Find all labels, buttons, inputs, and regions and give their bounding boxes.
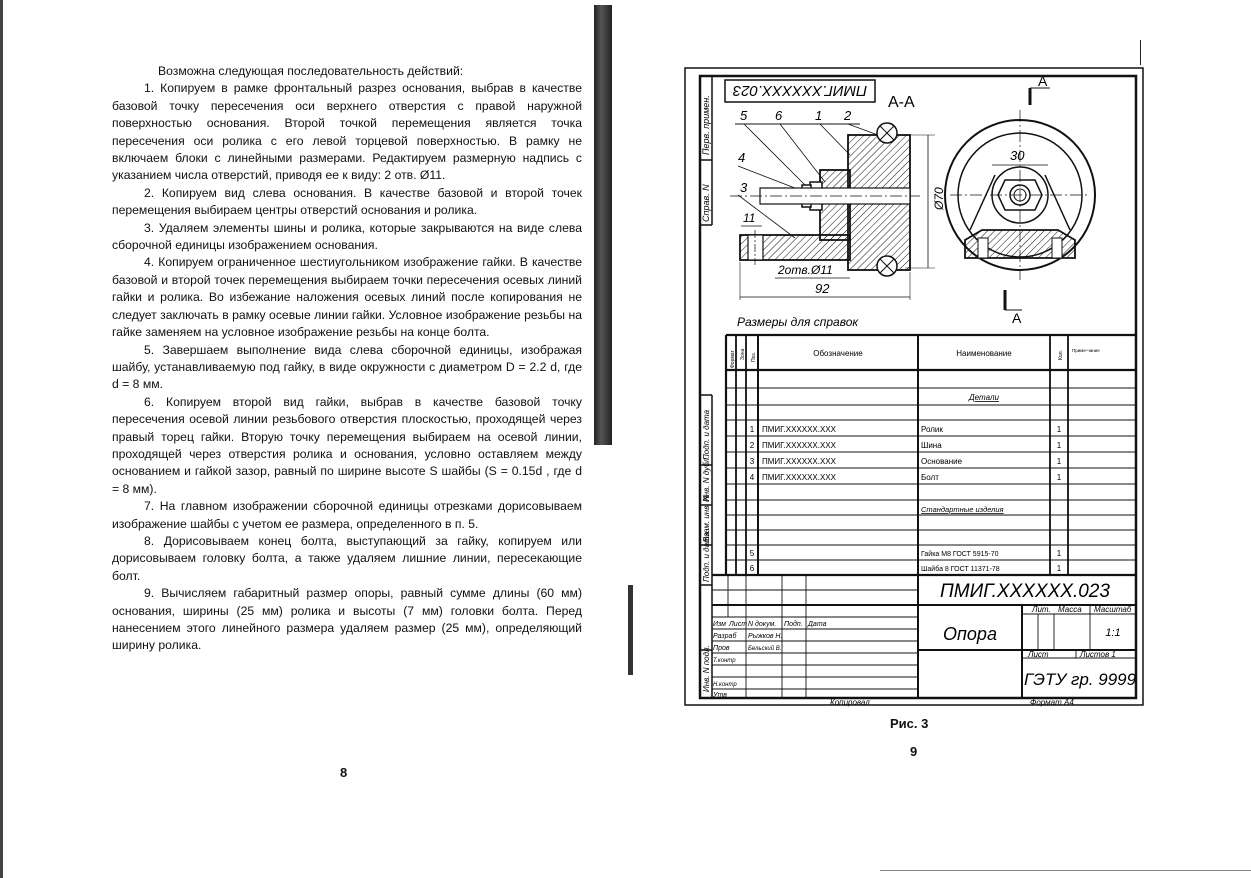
view-label-bottom: А bbox=[1012, 310, 1022, 326]
title-hdr-doc: N докум. bbox=[748, 621, 777, 628]
role-ncontrol: Н.контр bbox=[713, 682, 737, 688]
paragraph-7: 7. На главном изображении сборочной единицы отрезками дорисовываем изображение шайбы с учетом ее размера, определенного в п. 5. bbox=[112, 499, 582, 531]
view-label-top: А bbox=[1038, 73, 1048, 89]
callout-4: 4 bbox=[738, 150, 746, 165]
paragraph-6: 6. Копируем второй вид гайки, выбрав в качестве базовой точку пересечения осевой линии резьбового отверстия плоскостью, проходящей через правый торец гайки. Вторую точку перемещения выбираем на осевой линии, проходящей через отверстия ролика и основания, условно оставляем между основанием и гайкой зазор, равный по ширине высоте S шайбы (S = 0.15d , где d = 8 мм). bbox=[112, 394, 582, 496]
label-mass: Масса bbox=[1058, 605, 1082, 614]
side-label-first-use: Перв. примен. bbox=[701, 95, 711, 155]
row-3-designation: ПМИГ.XXXXXX.XXX bbox=[762, 457, 836, 466]
callout-6: 6 bbox=[775, 108, 783, 123]
reference-note: Размеры для справок bbox=[737, 315, 859, 329]
role-check: Пров bbox=[713, 645, 730, 652]
label-sheet: Лист bbox=[1028, 650, 1049, 659]
page-number-right: 9 bbox=[910, 744, 918, 759]
row-1-name: Ролик bbox=[921, 425, 943, 434]
std-row-1-name: Гайка M8 ГОСТ 5915-70 bbox=[921, 551, 999, 558]
row-4-qty: 1 bbox=[1056, 473, 1062, 482]
title-hdr-izm: Изм bbox=[713, 621, 726, 628]
dim-70: Ø70 bbox=[932, 187, 946, 210]
technical-drawing bbox=[610, 0, 1251, 720]
dim-holes: 2отв.Ø11 bbox=[778, 263, 833, 277]
paragraph-2: 2. Копируем вид слева основания. В качестве базовой и второй точек перемещения выбираем центры отверстий основания и ролика. bbox=[112, 185, 582, 218]
row-2-pos: 2 bbox=[749, 441, 755, 450]
body-text bbox=[112, 63, 582, 655]
row-2-name: Шина bbox=[921, 441, 942, 450]
paragraph-4: 4. Копируем ограниченное шестиугольником изображение гайки. В качестве базовой и второй точек перемещения выбираем точки пересечения осевых линий гайки и ролика. Во избежание наложения осевых линий после копирования не следует заключать в рамку осевые линии гайки. Условное изображение резьбы на гайке заменяем на условное изображение резьбы на конце болта. bbox=[112, 255, 582, 340]
dim-92: 92 bbox=[815, 281, 830, 296]
callout-5: 5 bbox=[740, 108, 748, 123]
copied-label: Копировал bbox=[830, 698, 870, 707]
section-standard: Стандартные изделия bbox=[921, 505, 1004, 514]
label-scale: Масштаб bbox=[1094, 605, 1132, 614]
row-1-pos: 1 bbox=[749, 425, 755, 434]
role-dev: Разраб bbox=[713, 633, 737, 640]
title-code: ПМИГ.XXXXXX.023 bbox=[940, 581, 1110, 602]
role-tcontrol: Т.контр bbox=[713, 658, 736, 664]
dim-30: 30 bbox=[1010, 148, 1025, 163]
org-label: ГЭТУ гр. 9999 bbox=[1023, 670, 1137, 689]
side-label-dup: Инв. N дубл. bbox=[702, 455, 711, 502]
paragraph-9: 9. Вычисляем габаритный размер опоры, равный сумме длины (60 мм) основания, ширины (25 мм) ролика и высоты (7 мм) головки болта. Перед нанесением этого линейного размера удаляем размер (25 мм), определяющий ширину ролика. bbox=[112, 586, 582, 653]
heading: Возможна следующая последовательность действий: bbox=[158, 64, 464, 78]
hdr-name: Наименование bbox=[956, 349, 1012, 358]
hdr-pos: Поз. bbox=[751, 352, 757, 362]
callout-1: 1 bbox=[815, 108, 823, 123]
std-row-2-name: Шайба 8 ГОСТ 11371-78 bbox=[921, 566, 1000, 573]
side-label-inv: Взам. инв. N bbox=[702, 495, 711, 542]
person-dev: Рыжков Н. bbox=[748, 633, 783, 640]
left-page bbox=[0, 0, 600, 878]
stamp-top: ПМИГ.XXXXXX.023 bbox=[732, 82, 868, 99]
row-1-qty: 1 bbox=[1056, 425, 1062, 434]
row-2-qty: 1 bbox=[1056, 441, 1062, 450]
person-check: Бельский В. bbox=[748, 646, 782, 652]
row-4-name: Болт bbox=[921, 473, 939, 482]
right-page bbox=[610, 0, 1251, 878]
std-row-2-qty: 1 bbox=[1056, 564, 1062, 573]
role-approve: Утв bbox=[713, 692, 727, 699]
paragraph-8: 8. Дорисовываем конец болта, выступающий за гайку, копируем или дорисовываем головку болта, а также удаляем лишние линии, пересекающие болт. bbox=[112, 533, 582, 583]
paragraph-1: 1. Копируем в рамке фронтальный разрез основания, выбрав в качестве базовой точку пересечения оси верхнего отверстия с правой наружной поверхностью основания. Второй точкой перемещения является точка пересечения оси ролика с его левой торцевой поверхностью. В рамку не включаем блоки с линейными размерами. Редактируем размерную надпись с указанием числа отверстий, приводя ее к виду: 2 отв. Ø11. bbox=[112, 81, 582, 183]
section-label: А-А bbox=[888, 94, 915, 111]
callout-2: 2 bbox=[844, 108, 852, 123]
title-hdr-date: Дата bbox=[808, 621, 827, 628]
label-sheets: Листов 1 bbox=[1080, 650, 1116, 659]
hdr-zone: Зона bbox=[740, 348, 746, 360]
hdr-qty: Кол. bbox=[1058, 350, 1064, 360]
hdr-designation: Обозначение bbox=[813, 349, 863, 358]
row-3-pos: 3 bbox=[749, 457, 755, 466]
hdr-note: Приме-чание bbox=[1072, 348, 1100, 353]
std-row-2-pos: 6 bbox=[749, 564, 755, 573]
side-label-sign: Подп. и дата bbox=[702, 409, 711, 460]
row-4-pos: 4 bbox=[749, 473, 755, 482]
dim-11: 11 bbox=[743, 211, 756, 225]
page-number-left: 8 bbox=[340, 765, 348, 780]
side-label-sign2: Подп. и дата bbox=[702, 531, 711, 582]
label-lit: Лит. bbox=[1032, 605, 1051, 614]
title-name: Опора bbox=[943, 624, 997, 644]
section-details: Детали bbox=[969, 393, 999, 402]
paragraph-3: 3. Удаляем элементы шины и ролика, которые закрываются на виде слева сборочной единицы изображением основания. bbox=[112, 220, 582, 253]
std-row-1-qty: 1 bbox=[1056, 549, 1062, 558]
figure-caption: Рис. 3 bbox=[890, 716, 929, 731]
row-3-qty: 1 bbox=[1056, 457, 1062, 466]
paragraph-5: 5. Завершаем выполнение вида слева сборочной единицы, изображая шайбу, устанавливаемую под гайку, в виде окружности с диаметром D = 2.2 d, где d = 8 мм. bbox=[112, 342, 582, 392]
title-hdr-sign: Подп. bbox=[784, 621, 803, 628]
scan-edge bbox=[0, 0, 3, 878]
row-2-designation: ПМИГ.XXXXXX.XXX bbox=[762, 441, 836, 450]
callout-3: 3 bbox=[740, 180, 748, 195]
row-3-name: Основание bbox=[921, 457, 963, 466]
row-4-designation: ПМИГ.XXXXXX.XXX bbox=[762, 473, 836, 482]
title-hdr-list: Лист bbox=[729, 621, 748, 628]
side-label-orig: Инв. N подл. bbox=[702, 645, 711, 692]
side-label-ref: Справ. N bbox=[701, 184, 711, 222]
format-label: Формат А4 bbox=[1030, 698, 1074, 707]
std-row-1-pos: 5 bbox=[749, 549, 755, 558]
row-1-designation: ПМИГ.XXXXXX.XXX bbox=[762, 425, 836, 434]
scale-value: 1:1 bbox=[1105, 627, 1121, 639]
hdr-format: Формат bbox=[730, 350, 736, 368]
